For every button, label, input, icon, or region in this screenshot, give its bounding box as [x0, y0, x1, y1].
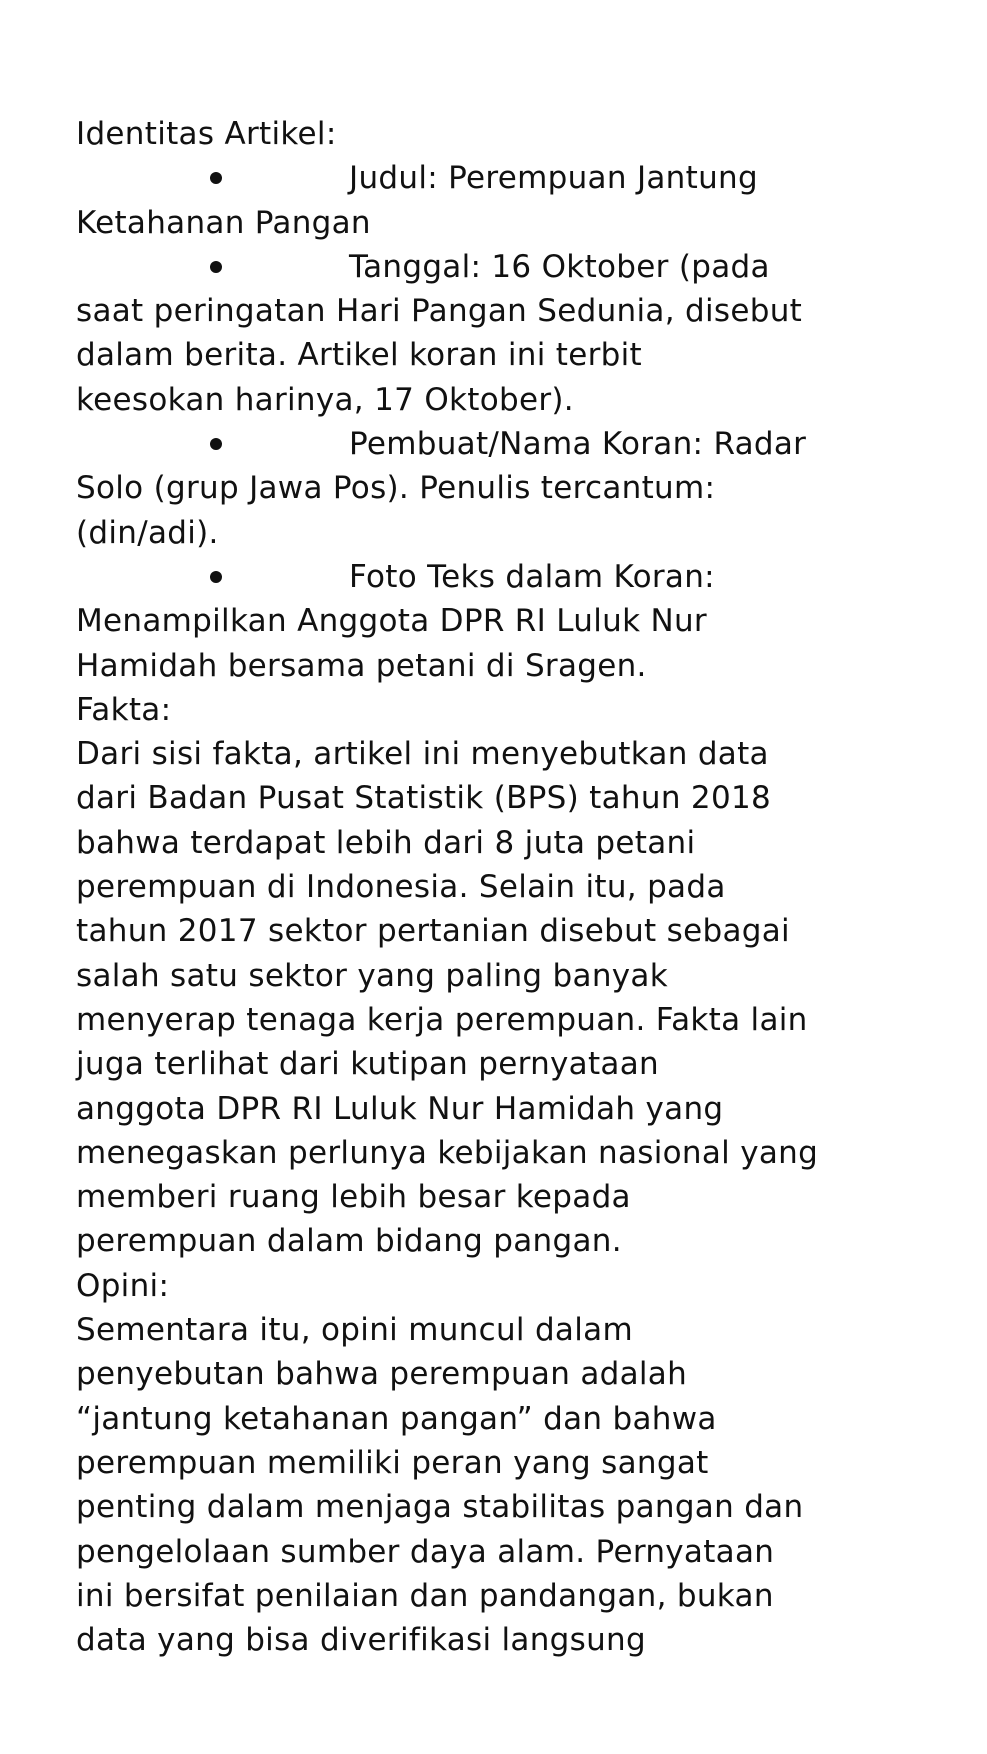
paragraph-line: dari Badan Pusat Statistik (BPS) tahun 2018 — [76, 780, 772, 817]
bullet-icon — [210, 438, 222, 450]
identity-list — [76, 156, 916, 688]
list-item-continuation: Solo (grup Jawa Pos). Penulis tercantum: — [76, 470, 716, 507]
paragraph-line: salah satu sektor yang paling banyak — [76, 957, 668, 994]
paragraph-line: ini bersifat penilaian dan pandangan, bukan — [76, 1577, 774, 1614]
paragraph-line: pengelolaan sumber daya alam. Pernyataan — [76, 1533, 775, 1570]
list-item-continuation: Menampilkan Anggota DPR RI Luluk Nur — [76, 603, 707, 640]
list-item-continuation: Hamidah bersama petani di Sragen. — [76, 647, 647, 684]
list-item — [76, 422, 916, 466]
opini-paragraph — [76, 1308, 916, 1662]
paragraph-line: menegaskan perlunya kebijakan nasional yang — [76, 1134, 819, 1171]
list-item-text: Tanggal: 16 Oktober (pada — [349, 248, 770, 285]
document-body — [76, 112, 916, 1662]
list-item — [76, 245, 916, 289]
paragraph-line: tahun 2017 sektor pertanian disebut sebagai — [76, 913, 790, 950]
list-item-continuation: Ketahanan Pangan — [76, 204, 371, 241]
paragraph-line: Sementara itu, opini muncul dalam — [76, 1312, 633, 1349]
fakta-heading: Fakta: — [76, 691, 172, 728]
list-item-continuation: (din/adi). — [76, 514, 219, 551]
paragraph-line: perempuan di Indonesia. Selain itu, pada — [76, 869, 726, 906]
list-item-continuation: saat peringatan Hari Pangan Sedunia, disebut — [76, 293, 803, 330]
paragraph-line: memberi ruang lebih besar kepada — [76, 1179, 631, 1216]
opini-heading: Opini: — [76, 1267, 170, 1304]
fakta-paragraph — [76, 732, 916, 1264]
identity-heading: Identitas Artikel: — [76, 116, 337, 152]
paragraph-line: perempuan dalam bidang pangan. — [76, 1223, 622, 1260]
list-item-text: Judul: Perempuan Jantung — [349, 160, 758, 197]
bullet-icon — [210, 261, 222, 273]
list-item-continuation: keesokan harinya, 17 Oktober). — [76, 381, 574, 418]
bullet-icon — [210, 571, 222, 583]
paragraph-line: penting dalam menjaga stabilitas pangan dan — [76, 1489, 804, 1526]
paragraph-line: “jantung ketahanan pangan” dan bahwa — [76, 1400, 717, 1437]
list-item — [76, 156, 916, 200]
list-item-continuation: dalam berita. Artikel koran ini terbit — [76, 337, 643, 374]
paragraph-line: bahwa terdapat lebih dari 8 juta petani — [76, 824, 696, 861]
paragraph-line: Dari sisi fakta, artikel ini menyebutkan data — [76, 736, 769, 773]
list-item-text: Foto Teks dalam Koran: — [349, 558, 715, 595]
paragraph-line: anggota DPR RI Luluk Nur Hamidah yang — [76, 1090, 724, 1127]
list-item-text: Pembuat/Nama Koran: Radar — [349, 426, 807, 463]
paragraph-line: perempuan memiliki peran yang sangat — [76, 1444, 709, 1481]
paragraph-line: penyebutan bahwa perempuan adalah — [76, 1356, 688, 1393]
paragraph-line: juga terlihat dari kutipan pernyataan — [76, 1046, 659, 1083]
list-item — [76, 555, 916, 599]
paragraph-line: menyerap tenaga kerja perempuan. Fakta lain — [76, 1001, 808, 1038]
paragraph-line: data yang bisa diverifikasi langsung — [76, 1622, 646, 1659]
